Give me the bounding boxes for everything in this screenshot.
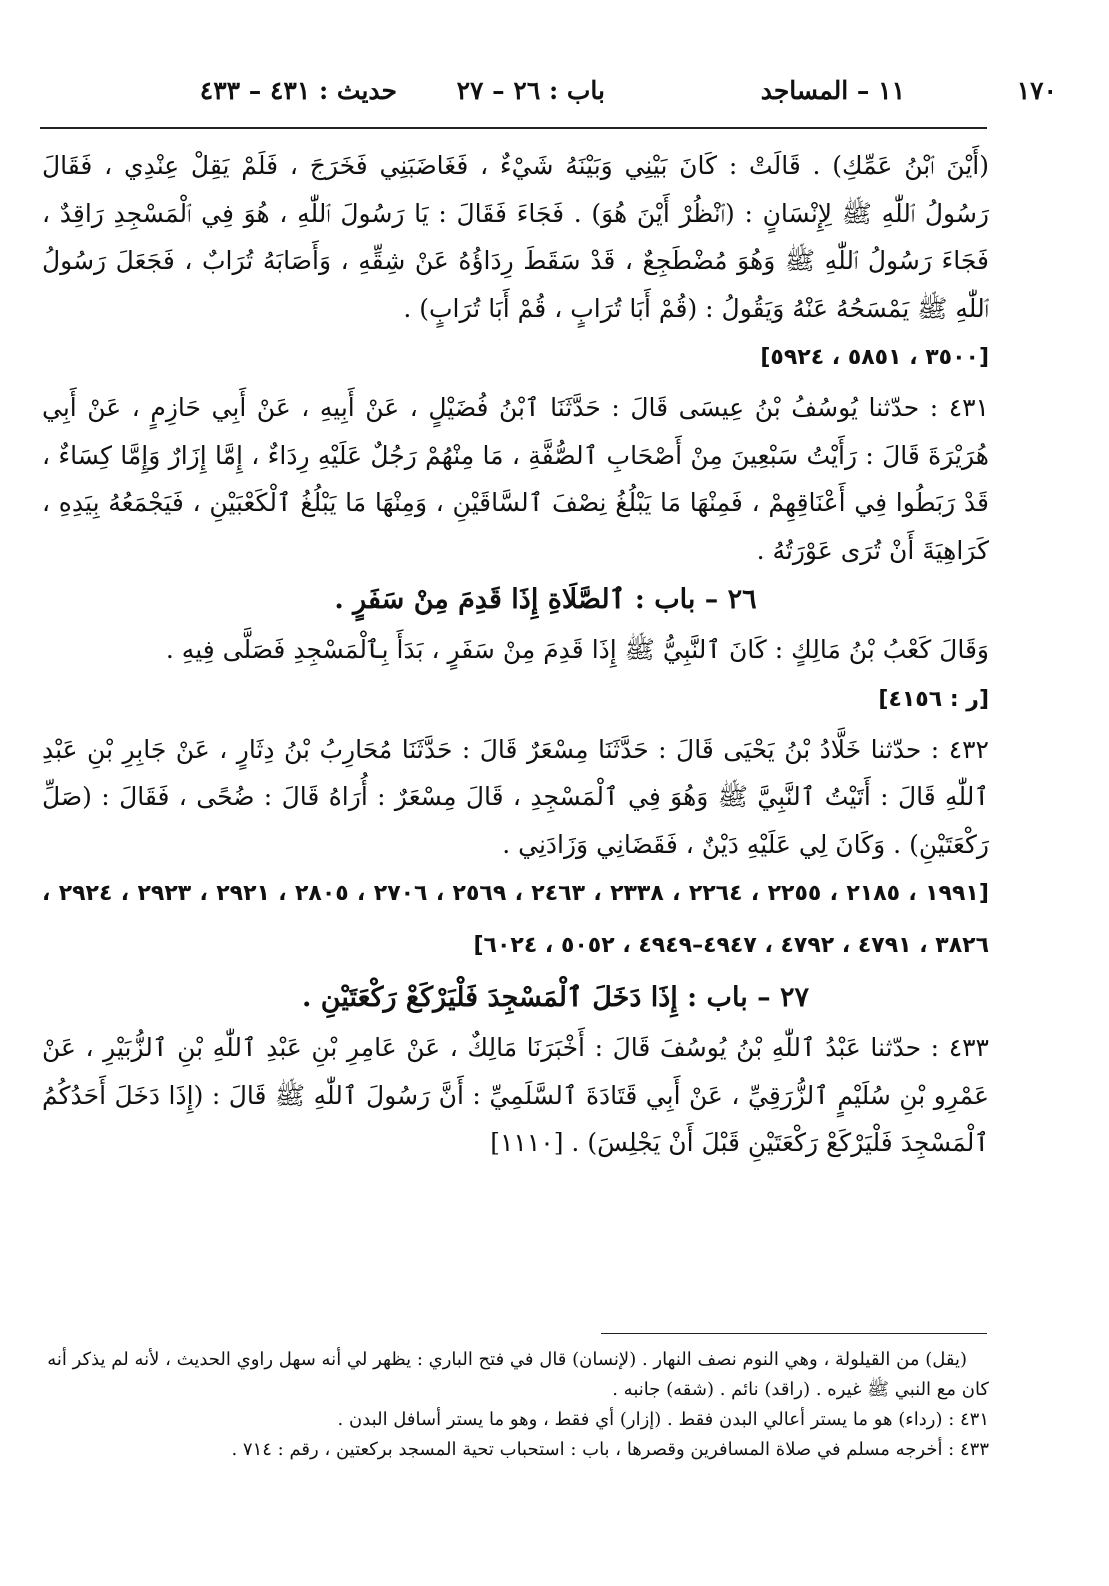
footnotes — [42, 1345, 989, 1465]
hadith-433: ٤٣٣ : حدّثنا عَبْدُ ٱللّٰهِ بْنُ يُوسُفَ قَالَ : أَخْبَرَنَا مَالِكٌ ، عَنْ عَامِرِ بْنِ عَبْدِ ٱللّٰهِ بْنِ ٱلزُّبَيْرِ ، عَنْ عَمْرِو بْنِ سُلَيْمٍ ٱلزُّرَقِيِّ ، عَنْ أَبِي قَتَادَةَ ٱلسَّلَمِيِّ : أَنَّ رَسُولَ ٱللّٰهِ ﷺ قَالَ : (إِذَا دَخَلَ أَحَدُكُمُ ٱلْمَسْجِدَ فَلْيَرْكَعْ رَكْعَتَيْنِ قَبْلَ أَنْ يَجْلِسَ) . [١١١٠] — [42, 1033, 989, 1157]
cross-reference-bab-26: [ر : ٤١٥٦] — [878, 686, 989, 712]
hadith-430-continuation: (أَيْنَ ٱبْنُ عَمِّكِ) . قَالَتْ : كَانَ بَيْنِي وَبَيْنَهُ شَيْءٌ ، فَغَاضَبَنِي فَخَرَجَ ، فَلَمْ يَقِلْ عِنْدِي ، فَقَالَ رَسُولُ ٱللّٰهِ ﷺ لِإِنْسَانٍ : (ٱنْظُرْ أَيْنَ هُوَ) . فَجَاءَ فَقَالَ : يَا رَسُولَ ٱللّٰهِ ، هُوَ فِي ٱلْمَسْجِدِ رَاقِدٌ ، فَجَاءَ رَسُولُ ٱللّٰهِ ﷺ وَهُوَ مُضْطَجِعٌ ، قَدْ سَقَطَ رِدَاؤُهُ عَنْ شِقِّهِ ، وَأَصَابَهُ تُرَابٌ ، فَجَعَلَ رَسُولُ ٱللّٰهِ ﷺ يَمْسَحُهُ عَنْهُ وَيَقُولُ : (قُمْ أَبَا تُرَابٍ ، قُمْ أَبَا تُرَابٍ) . — [42, 151, 989, 323]
main-text — [42, 142, 989, 1167]
bab-range: باب : ٢٦ – ٢٧ — [456, 76, 605, 105]
footnote-divider — [601, 1333, 987, 1334]
footnote-431: ٤٣١ : (رداء) هو ما يستر أعالي البدن فقط . (إزار) أي فقط ، وهو ما يستر أسافل البدن . — [337, 1409, 989, 1430]
bab-26-text: وَقَالَ كَعْبُ بْنُ مَالِكٍ : كَانَ ٱلنَّبِيُّ ﷺ إِذَا قَدِمَ مِنْ سَفَرٍ ، بَدَأَ بِٱلْمَسْجِدِ فَصَلَّى فِيهِ . — [165, 635, 989, 664]
cross-reference-430: [٣٥٠٠ ، ٥٨٥١ ، ٥٩٢٤] — [760, 345, 989, 370]
hadith-432: ٤٣٢ : حدّثنا خَلَّادُ بْنُ يَحْيَى قَالَ : حَدَّثَنَا مِسْعَرٌ قَالَ : حَدَّثَنَا مُحَارِبُ بْنُ دِثَارٍ ، عَنْ جَابِرِ بْنِ عَبْدِ ٱللّٰهِ قَالَ : أَتَيْتُ ٱلنَّبِيَّ ﷺ وَهُوَ فِي ٱلْمَسْجِدِ ، قَالَ مِسْعَرٌ : أُرَاهُ قَالَ : ضُحًى ، فَقَالَ : (صَلِّ رَكْعَتَيْنِ) . وَكَانَ لِي عَلَيْهِ دَيْنٌ ، فَقَضَانِي وَزَادَنِي . — [42, 734, 989, 859]
footnote-430: (يقل) من القيلولة ، وهي النوم نصف النهار . (لإنسان) قال في فتح الباري : يظهر لي أنه سهل راوي الحديث ، لأنه لم يذكر أنه كان مع النبي ﷺ غيره . (راقد) نائم . (شقه) جانبه . — [47, 1349, 989, 1400]
header-divider — [40, 127, 987, 129]
page-number: ١٧٠ — [1016, 76, 1057, 105]
hadith-range: حديث : ٤٣١ – ٤٣٣ — [199, 76, 397, 105]
bab-26-heading: ٢٦ – باب : ٱلصَّلَاةِ إِذَا قَدِمَ مِنْ سَفَرٍ . — [334, 584, 757, 615]
bab-27-heading: ٢٧ – باب : إِذَا دَخَلَ ٱلْمَسْجِدَ فَلْيَرْكَعْ رَكْعَتَيْنِ . — [301, 982, 810, 1013]
running-header — [40, 76, 1057, 112]
hadith-431: ٤٣١ : حدّثنا يُوسُفُ بْنُ عِيسَى قَالَ : حَدَّثَنَا ٱبْنُ فُضَيْلٍ ، عَنْ أَبِيهِ ، عَنْ أَبِي حَازِمٍ ، عَنْ أَبِي هُرَيْرَةَ قَالَ : رَأَيْتُ سَبْعِينَ مِنْ أَصْحَابِ ٱلصُّفَّةِ ، مَا مِنْهُمْ رَجُلٌ عَلَيْهِ رِدَاءٌ ، إِمَّا إِزَارٌ وَإِمَّا كِسَاءٌ ، قَدْ رَبَطُوا فِي أَعْنَاقِهِمْ ، فَمِنْهَا مَا يَبْلُغُ نِصْفَ ٱلسَّاقَيْنِ ، وَمِنْهَا مَا يَبْلُغُ ٱلْكَعْبَيْنِ ، فَيَجْمَعُهُ بِيَدِهِ ، كَرَاهِيَةَ أَنْ تُرَى عَوْرَتُهُ . — [42, 393, 989, 565]
chapter-title: ١١ – المساجد — [760, 76, 905, 105]
footnote-433: ٤٣٣ : أخرجه مسلم في صلاة المسافرين وقصرها ، باب : استحباب تحية المسجد بركعتين ، رقم : ٧١٤ . — [231, 1439, 989, 1460]
cross-reference-432: [١٩٩١ ، ٢١٨٥ ، ٢٢٥٥ ، ٢٢٦٤ ، ٢٣٣٨ ، ٢٤٦٣ ، ٢٥٦٩ ، ٢٧٠٦ ، ٢٨٠٥ ، ٢٩٢١ ، ٢٩٢٣ ، ٢٩٢٤ ، ٣٨٢٦ ، ٤٧٩١ ، ٤٧٩٢ ، ٤٩٤٧–٤٩٤٩ ، ٥٠٥٢ ، ٦٠٢٤] — [42, 881, 989, 958]
